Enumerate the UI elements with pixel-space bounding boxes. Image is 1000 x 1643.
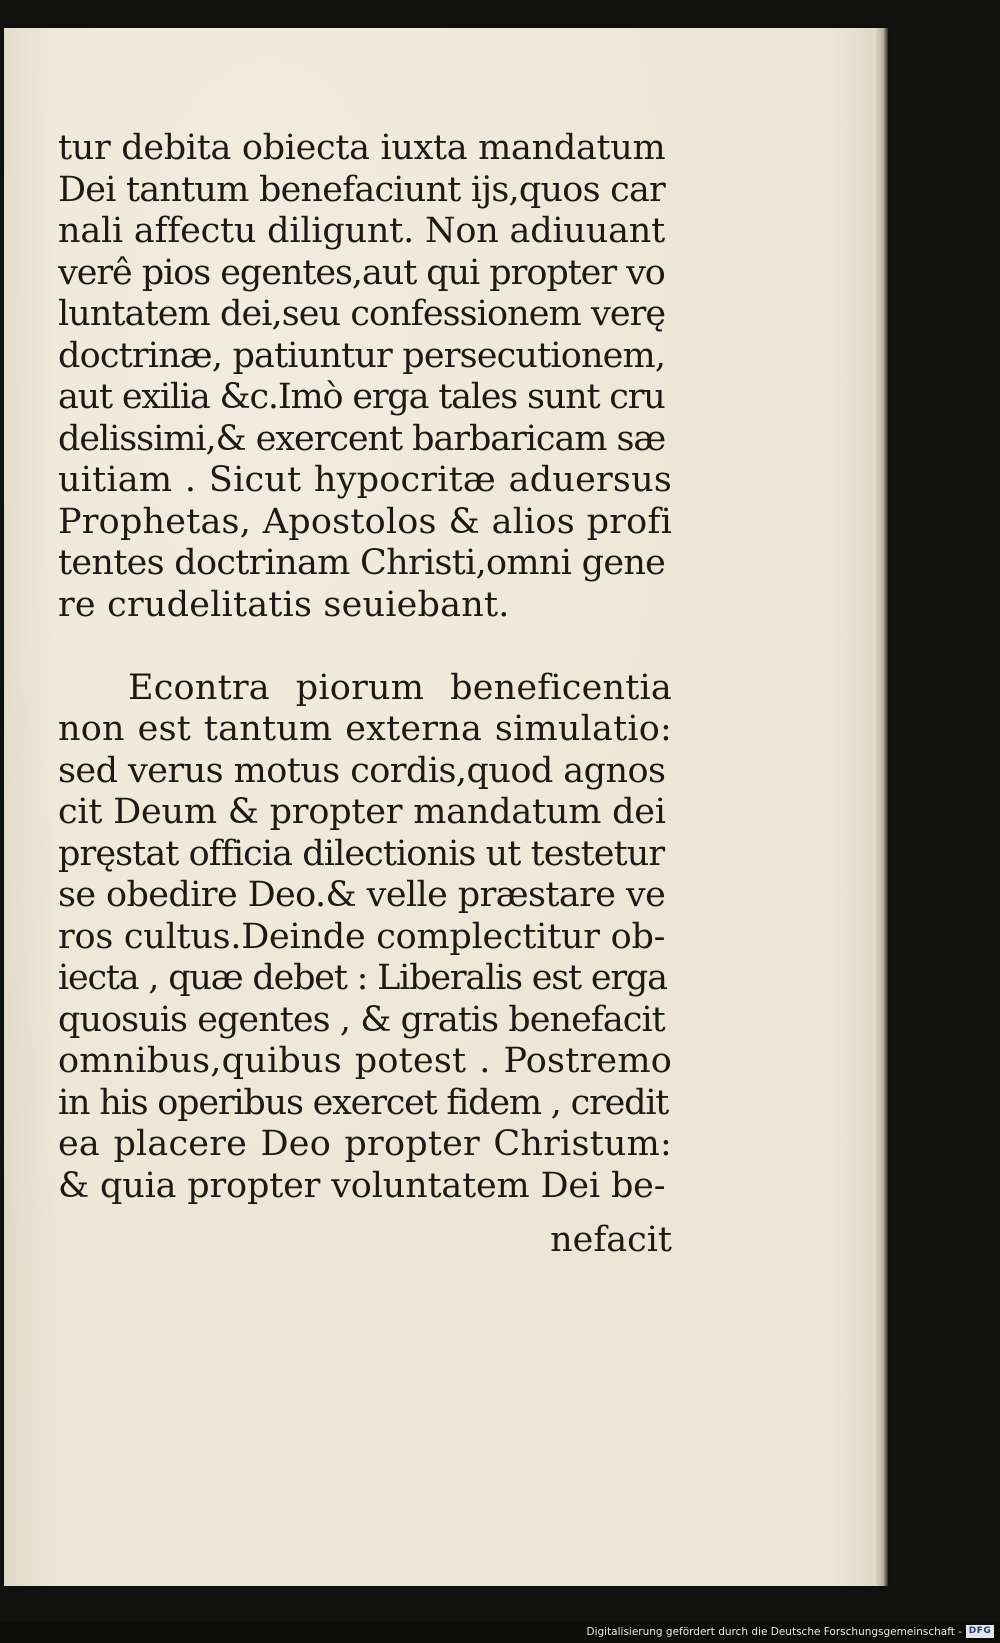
text-line	[58, 792, 672, 834]
line-text: se obedire Deo.& velle præstare ve	[58, 875, 666, 915]
text-line	[58, 419, 672, 461]
text-line	[58, 709, 672, 751]
text-line	[58, 543, 672, 585]
catchword: nefacit	[550, 1220, 672, 1260]
paragraph-2	[58, 668, 672, 1208]
text-line	[58, 128, 672, 170]
text-line	[58, 751, 672, 793]
line-text: cit Deum & propter mandatum dei	[58, 792, 666, 832]
line-text: sed verus motus cordis,quod agnos	[58, 750, 666, 791]
line-text: Econtra piorum beneficentia	[128, 667, 672, 708]
text-line	[58, 958, 672, 1000]
line-text: delissimi,& exercent barbaricam sæ	[58, 418, 666, 459]
text-line	[58, 917, 672, 959]
line-text: & quia propter voluntatem Dei be-	[58, 1165, 666, 1206]
text-line	[58, 1083, 672, 1125]
line-text: doctrinæ, patiuntur persecutionem,	[58, 335, 666, 376]
text-line	[58, 1124, 672, 1166]
line-text: re crudelitatis seuiebant.	[58, 584, 510, 625]
text-line	[58, 875, 672, 917]
digitization-credit: Digitalisierung gefördert durch die Deutsche Forschungsgemeinschaft -	[586, 1626, 962, 1638]
text-line	[58, 336, 672, 378]
page-text	[58, 128, 672, 1207]
line-text: uitiam . Sicut hypocritæ aduersus	[58, 460, 672, 500]
text-line	[58, 1000, 672, 1042]
line-text: Prophetas, Apostolos & alios profi	[58, 501, 672, 542]
dfg-logo-icon: DFG	[966, 1625, 994, 1638]
page-edge	[876, 28, 888, 1586]
text-line	[58, 668, 672, 710]
line-text: non est tantum externa simulatio:	[58, 709, 672, 749]
text-line	[58, 377, 672, 419]
line-text: verê pios egentes,aut qui propter vo	[58, 252, 665, 293]
text-line	[58, 834, 672, 876]
line-text: quosuis egentes , & gratis benefacit	[58, 999, 665, 1040]
line-text: tur debita obiecta iuxta mandatum	[58, 128, 666, 168]
line-text: nali affectu diligunt. Non adiuuant	[58, 211, 665, 251]
text-line	[58, 294, 672, 336]
line-text: omnibus,quibus potest . Postremo	[58, 1041, 672, 1081]
text-line	[58, 170, 672, 212]
line-text: Dei tantum benefaciunt ijs,quos car	[58, 169, 665, 210]
line-text: in his operibus exercet fidem , credit	[58, 1082, 669, 1123]
paragraph-1	[58, 128, 672, 626]
text-line	[58, 460, 672, 502]
text-line	[58, 253, 672, 295]
text-line	[58, 585, 672, 627]
line-text: luntatem dei,seu confessionem verę	[58, 294, 666, 334]
line-text: tentes doctrinam Christi,omni gene	[58, 543, 666, 583]
line-text: ea placere Deo propter Christum:	[58, 1124, 672, 1164]
text-line	[58, 211, 672, 253]
line-text: ros cultus.Deinde complectitur ob-	[58, 916, 666, 957]
line-text: pręstat officia dilectionis ut testetur	[58, 833, 665, 874]
line-text: aut exilia &c.Imò erga tales sunt cru	[58, 377, 665, 417]
text-line	[58, 502, 672, 544]
text-line	[58, 1166, 672, 1208]
paragraph-gap	[58, 626, 672, 668]
text-line	[58, 1041, 672, 1083]
line-text: iecta , quæ debet : Liberalis est erga	[58, 958, 667, 998]
